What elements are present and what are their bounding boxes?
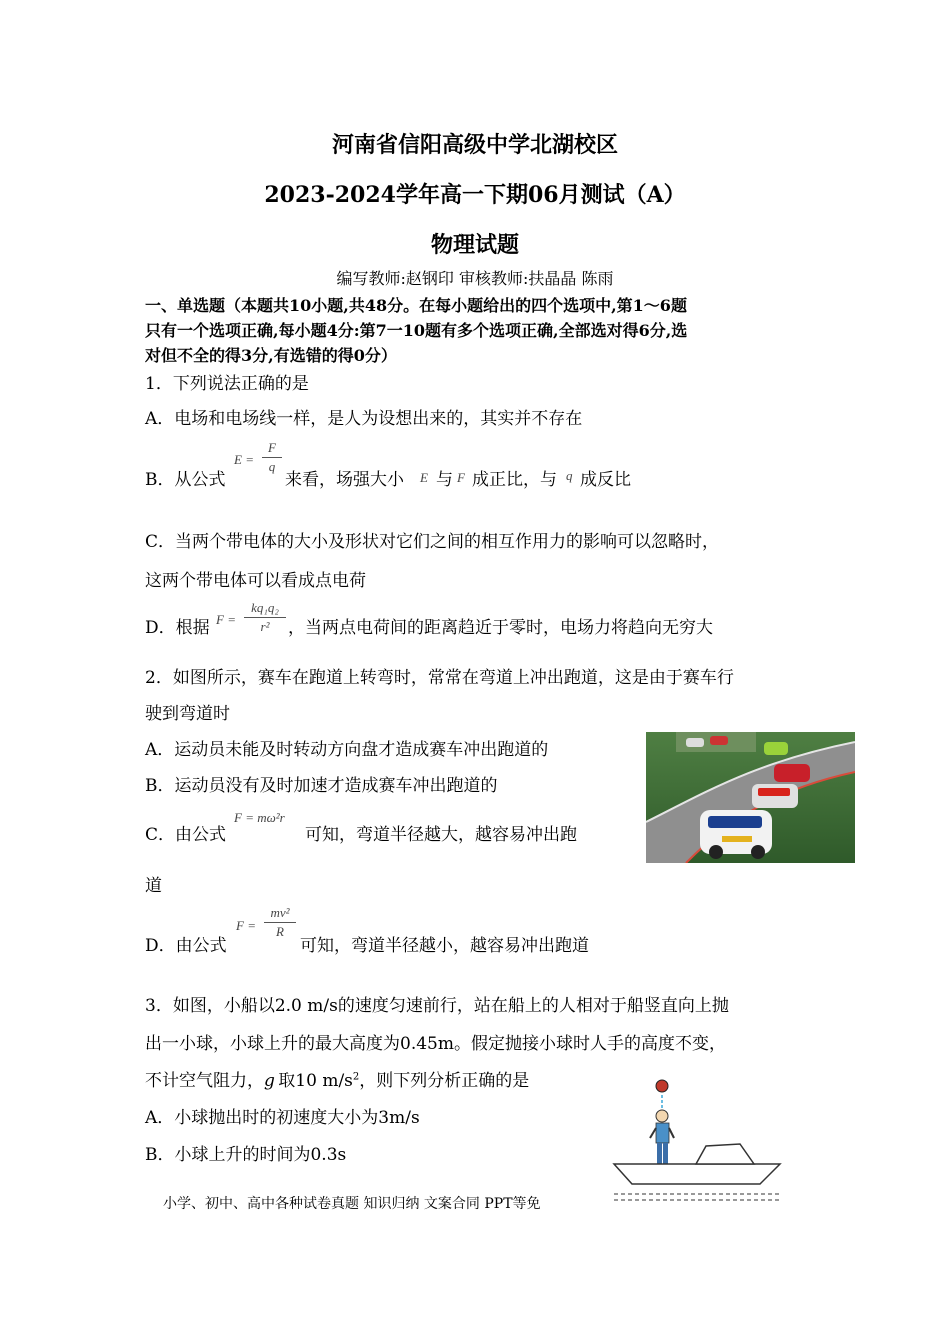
- authors-line: 编写教师:赵钢印 审核教师:扶晶晶 陈雨: [336, 269, 614, 288]
- q1-option-c-line1: C．当两个带电体的大小及形状对它们之间的相互作用力的影响可以忽略时，: [145, 532, 720, 552]
- q1-option-d-prefix: D．根据: [145, 618, 210, 638]
- section-instructions-line2: 只有一个选项正确,每小题4分:第7一10题有多个选项正确,全部选对得6分,选: [145, 321, 688, 340]
- q2-d-formula-numerator: mv²: [270, 905, 290, 920]
- q3-stem-line2: 出一小球，小球上升的最大高度为0.45m。假定抛接小球时人手的高度不变，: [145, 1034, 726, 1054]
- q3-stem-line1: 3．如图，小船以2.0 m/s的速度匀速前行，站在船上的人相对于船竖直向上抛: [145, 996, 729, 1016]
- q1-d-formula-lhs: F =: [216, 612, 236, 627]
- q1-option-b-prefix: B．从公式: [145, 470, 226, 490]
- fraction-bar: [244, 617, 286, 618]
- q2-option-d-suffix: 可知，弯道半径越小，越容易冲出跑道: [300, 936, 589, 956]
- q2-option-c-line2: 道: [145, 876, 162, 896]
- subject-title: 物理试题: [430, 232, 519, 258]
- q1-d-formula-numerator: kq₁q₂: [251, 600, 279, 615]
- q1-b-formula-numerator: F: [268, 440, 276, 455]
- q1-stem: 1．下列说法正确的是: [145, 374, 309, 394]
- q3-gravity-symbol: g: [264, 1071, 275, 1091]
- q2-stem-line2: 驶到弯道时: [145, 704, 230, 724]
- q2-d-formula-lhs: F =: [236, 918, 256, 933]
- race-car-photo: [646, 732, 855, 863]
- footer-text: 小学、初中、高中各种试卷真题 知识归纳 文案合同 PPT等免: [163, 1196, 541, 1212]
- fraction-bar: [262, 457, 282, 458]
- q1-b-var-e: E: [420, 470, 428, 485]
- q3-exponent: 2: [352, 1071, 360, 1083]
- fraction-bar: [264, 922, 296, 923]
- q1-b-formula-denominator: q: [268, 459, 276, 474]
- q1-option-b-text2: 与: [436, 470, 453, 490]
- q1-option-d-suffix: ，当两点电荷间的距离趋近于零时，电场力将趋向无穷大: [288, 618, 713, 638]
- q3-stem-line3-mid: 取10 m/s: [278, 1071, 353, 1091]
- q1-b-var-q: q: [566, 468, 573, 483]
- q2-d-formula-fraction: [264, 905, 296, 940]
- school-title: 河南省信阳高级中学北湖校区: [331, 132, 618, 158]
- q3-stem-line3-prefix: 不计空气阻力，: [145, 1071, 264, 1091]
- q3-stem-line3: [145, 1066, 529, 1091]
- q1-option-b-suffix: 成反比: [580, 470, 631, 490]
- q2-c-formula: F = mω²r: [234, 810, 285, 825]
- section-instructions-line3: 对但不全的得3分,有选错的得0分）: [145, 346, 397, 365]
- q2-option-b: B．运动员没有及时加速才造成赛车冲出跑道的: [145, 776, 498, 796]
- q1-option-b-text1: 来看，场强大小: [285, 470, 404, 490]
- q1-option-c-line2: 这两个带电体可以看成点电荷: [145, 571, 366, 591]
- exam-title: 2023-2024学年高一下期06月测试（A）: [264, 182, 686, 208]
- q1-b-formula-fraction: [262, 440, 282, 475]
- q2-option-c-prefix: C．由公式: [145, 825, 227, 845]
- q1-option-b-text3: 成正比，与: [472, 470, 557, 490]
- q3-stem-line3-suffix: ，则下列分析正确的是: [359, 1071, 530, 1091]
- q3-option-a: A．小球抛出时的初速度大小为3m/s: [145, 1108, 420, 1128]
- q1-option-a: A．电场和电场线一样，是人为设想出来的，其实并不存在: [145, 409, 583, 429]
- q3-option-b: B．小球上升的时间为0.3s: [145, 1145, 347, 1165]
- q2-option-c-suffix: 可知，弯道半径越大，越容易冲出跑: [305, 825, 577, 845]
- q2-option-a: A．运动员未能及时转动方向盘才造成赛车冲出跑道的: [145, 740, 549, 760]
- q2-option-d-prefix: D．由公式: [145, 936, 227, 956]
- q2-d-formula-denominator: R: [276, 924, 284, 939]
- boat-diagram: [608, 1078, 788, 1208]
- section-instructions-line1: 一、单选题（本题共10小题,共48分。在每小题给出的四个选项中,第1～6题: [145, 296, 687, 315]
- q1-b-var-f: F: [457, 470, 465, 485]
- q1-d-formula-denominator: r²: [260, 619, 270, 634]
- q2-stem-line1: 2．如图所示，赛车在跑道上转弯时，常常在弯道上冲出跑道，这是由于赛车行: [145, 668, 734, 688]
- q1-b-formula-lhs: E =: [234, 452, 254, 467]
- q1-d-formula-fraction: [244, 600, 286, 635]
